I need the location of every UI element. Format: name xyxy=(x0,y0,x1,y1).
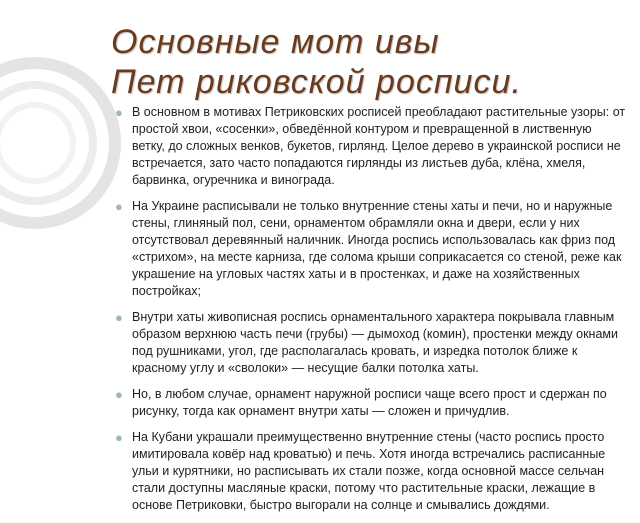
bullet-dot-icon: ● xyxy=(115,430,123,445)
bullet-paragraph xyxy=(115,104,627,189)
bullet-dot-icon: ● xyxy=(115,387,123,402)
paragraph-text: Но, в любом случае, орнамент наружной росписи чаще всего прост и сдержан по рисунку, тогда как орнамент внутри хаты — сложен и причудлив. xyxy=(132,387,607,418)
title-line-1: Основные мот ивы xyxy=(111,23,440,61)
bullet-dot-icon: ● xyxy=(115,105,123,120)
paragraph-text: На Кубани украшали преимущественно внутренние стены (часто роспись просто имитировала ковёр над кроватью) и печь. Хотя иногда встречались расписанные ульи и курятники, но расписывать их стали позже, когда основной массе сельчан стали доступны масляные краски, потому что растительные краски, лежащие в основе Петриковки, быстро выгорали на солнце и смывались дождями. xyxy=(132,430,606,512)
bullet-dot-icon: ● xyxy=(115,310,123,325)
paragraph-text: Внутри хаты живописная роспись орнаментального характера покрывала главным образом верхнюю часть печи (грубы) — дымоход (комин), простенки между окнами под рушниками, угол, где располагалась кровать, и изредка потолок ближе к красному углу и «сволоки» — несущие балки потолка хаты. xyxy=(132,310,618,375)
bullet-paragraph xyxy=(115,429,627,514)
paragraph-text: На Украине расписывали не только внутренние стены хаты и печи, но и наружные стены, глиняный пол, сени, орнаментом обрамляли окна и двери, если у них отсутствовал деревянный наличник. Иногда роспись использовалась как фриз под «стрихом», на месте карниза, где солома крыши соприкасается со стеной, реже как украшение на угловых частях хаты и в простенках, и даже на хозяйственных постройках; xyxy=(132,199,622,298)
slide-body xyxy=(115,104,627,523)
title-line-2: Пет риковской росписи. xyxy=(111,63,522,101)
bullet-paragraph xyxy=(115,386,627,420)
slide-title xyxy=(111,22,631,102)
bullet-dot-icon: ● xyxy=(115,199,123,214)
bullet-paragraph xyxy=(115,198,627,300)
bullet-paragraph xyxy=(115,309,627,377)
paragraph-text: В основном в мотивах Петриковских росписей преобладают растительные узоры: от простой хвои, «сосенки», обведённой контуром и превращенной в лиственную ветку, до сложных венков, букетов, гирлянд. Целое дерево в украинской росписи не встречается, зато часто попадаются гирлянды из листьев дуба, клёна, хмеля, барвинка, огуречника и винограда. xyxy=(132,105,626,187)
